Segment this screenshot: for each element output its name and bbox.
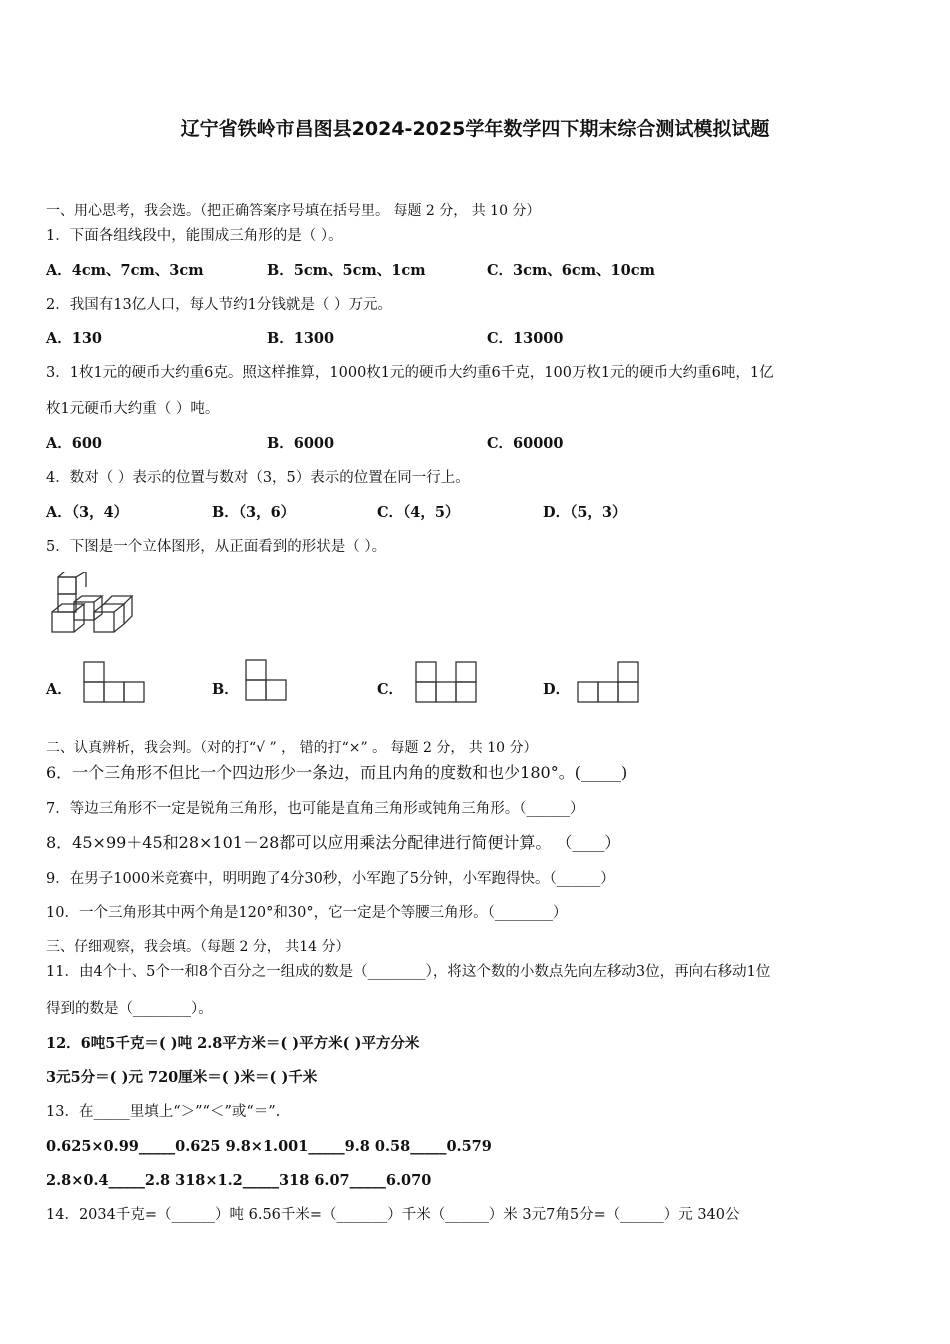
q5-option-b: B．: [212, 681, 239, 698]
q1-option-c: C．3cm、6cm、10cm: [487, 262, 655, 279]
q5-option-d-figure: [576, 660, 640, 704]
q1-option-b: B．5cm、5cm、1cm: [267, 262, 426, 279]
question-12-line-2: 3元5分＝( )元 720厘米＝( )米＝( )千米: [46, 1069, 318, 1086]
question-6: 6．一个三角形不但比一个四边形少一条边，而且内角的度数和也少180°。(_____): [46, 763, 628, 782]
question-11-line-1: 11．由4个十、5个一和8个百分之一组成的数是（________），将这个数的小数点先向左移动3位，再向右移动1位: [46, 964, 771, 980]
q5-option-c: C．: [377, 681, 404, 698]
question-9: 9．在男子1000米竞赛中，明明跑了4分30秒，小军跑了5分钟，小军跑得快。（______）: [46, 871, 615, 887]
question-1: 1．下面各组线段中，能围成三角形的是（ ）。: [46, 228, 343, 244]
q3-option-a: A．600: [46, 435, 103, 452]
q5-option-b-figure: [244, 658, 290, 704]
page-title: 辽宁省铁岭市昌图县2024-2025学年数学四下期末综合测试模拟试题: [180, 118, 770, 140]
question-8: 8．45×99＋45和28×101－28都可以应用乘法分配律进行简便计算。 （____）: [46, 833, 621, 852]
q5-option-a-figure: [82, 660, 146, 704]
q4-option-b: B．（3，6）: [212, 504, 296, 521]
question-5: 5．下图是一个立体图形，从正面看到的形状是（ ）。: [46, 539, 387, 555]
section-1-heading: 一、用心思考，我会选。（把正确答案序号填在括号里。 每题 2 分， 共 10 分）: [46, 203, 541, 219]
question-2: 2．我国有13亿人口，每人节约1分钱就是（ ）万元。: [46, 297, 393, 313]
q2-option-a: A．130: [46, 330, 103, 347]
question-3-line-1: 3．1枚1元的硬币大约重6克。照这样推算，1000枚1元的硬币大约重6千克，100万枚1元的硬币大约重6吨，1亿: [46, 365, 774, 381]
question-7: 7．等边三角形不一定是锐角三角形，也可能是直角三角形或钝角三角形。（______）: [46, 801, 585, 817]
question-12-line-1: 12．6吨5千克＝( )吨 2.8平方米＝( )平方米( )平方分米: [46, 1035, 420, 1052]
q2-option-c: C．13000: [487, 330, 564, 347]
q4-option-d: D．（5，3）: [543, 504, 627, 521]
question-4: 4．数对（ ）表示的位置与数对（3，5）表示的位置在同一行上。: [46, 470, 470, 486]
q4-option-c: C．（4，5）: [377, 504, 460, 521]
q1-option-a: A．4cm、7cm、3cm: [46, 262, 204, 279]
section-2-heading: 二、认真辨析，我会判。（对的打“√ ” ， 错的打“×” 。 每题 2 分， 共 10 分）: [46, 740, 538, 756]
question-13-row-1: 0.625×0.99_____0.625 9.8×1.001_____9.8 0.58_____0.579: [46, 1138, 492, 1155]
question-10: 10．一个三角形其中两个角是120°和30°，它一定是个等腰三角形。（________）: [46, 905, 568, 921]
question-3-line-2: 枚1元硬币大约重（ ）吨。: [46, 401, 220, 417]
question-13: 13．在_____里填上“＞”“＜”或“＝”.: [46, 1104, 281, 1120]
q2-option-b: B．1300: [267, 330, 335, 347]
q5-option-d: D．: [543, 681, 571, 698]
section-3-heading: 三、仔细观察，我会填。（每题 2 分， 共14 分）: [46, 939, 350, 955]
q4-option-a: A．（3，4）: [46, 504, 129, 521]
question-11-line-2: 得到的数是（________）。: [46, 1001, 213, 1017]
question-13-row-2: 2.8×0.4_____2.8 318×1.2_____318 6.07_____6.070: [46, 1172, 432, 1189]
q3-option-b: B．6000: [267, 435, 335, 452]
cube-figure: [46, 572, 136, 636]
q5-option-a: A．: [46, 681, 72, 698]
q5-option-c-figure: [414, 660, 478, 704]
q3-option-c: C．60000: [487, 435, 564, 452]
question-14: 14．2034千克=（______）吨 6.56千米=（_______）千米（______）米 3元7角5分=（______）元 340公: [46, 1207, 740, 1223]
